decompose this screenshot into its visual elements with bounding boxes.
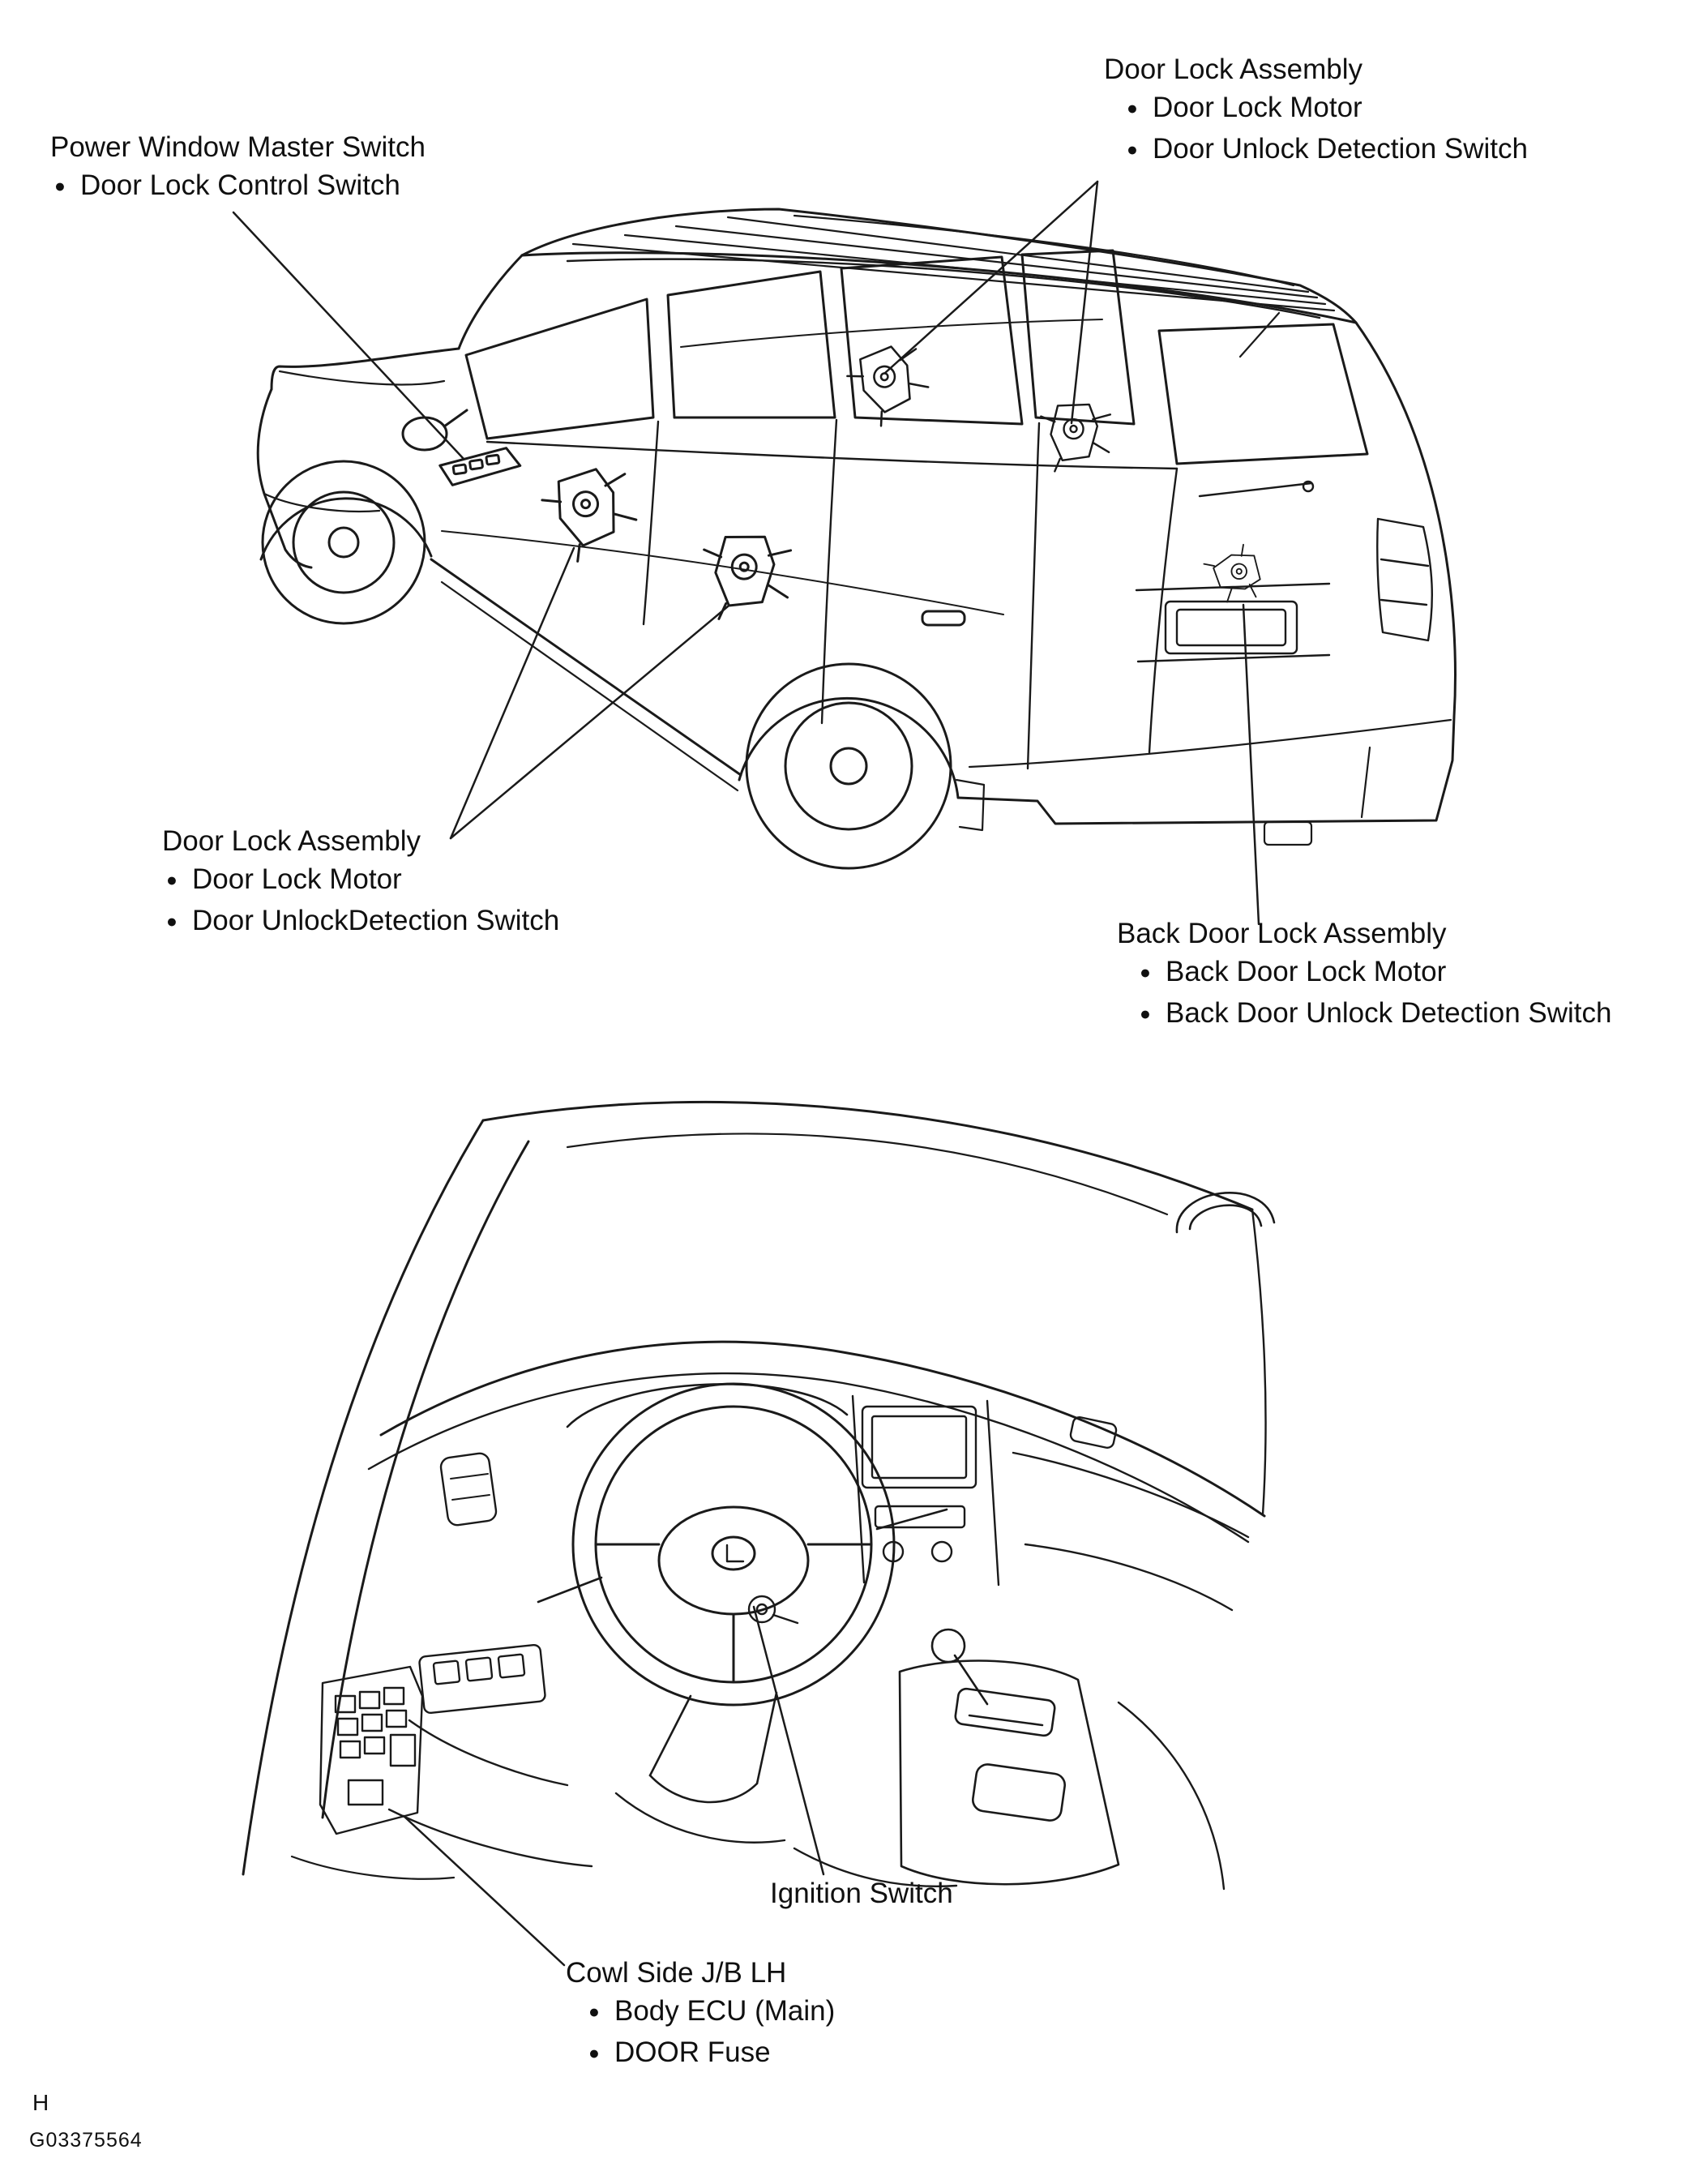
side-mirror: [403, 410, 467, 450]
callout-item-text: Back Door Unlock Detection Switch: [1166, 997, 1612, 1029]
power-window-master-switch-glyph: [438, 447, 521, 486]
bullet-icon: ●: [588, 2001, 600, 2022]
leader-door-lock-top-2: [1072, 182, 1097, 423]
dash-top-edge: [381, 1342, 1264, 1516]
fender-crease: [280, 371, 444, 384]
steering-column: [650, 1693, 776, 1802]
callout-back-door-lock-assembly: [1117, 914, 1612, 1035]
cowl-side-jb-glyph: [320, 1667, 422, 1834]
callout-item: [1117, 994, 1612, 1035]
roof-rail-far: [794, 216, 1294, 285]
leader-ignition-switch: [754, 1607, 823, 1874]
mud-flap: [956, 780, 984, 830]
taillight: [1377, 519, 1432, 640]
callout-item-text: Door Unlock Detection Switch: [1153, 133, 1528, 165]
callout-title: Power Window Master Switch: [50, 131, 426, 163]
door-handle: [922, 611, 965, 625]
steering-wheel: [573, 1384, 894, 1705]
bullet-icon: ●: [54, 175, 66, 196]
bullet-icon: ●: [1127, 97, 1138, 118]
rear-antenna: [1240, 313, 1279, 357]
leader-cowl-side-jb: [404, 1816, 564, 1965]
rear-door-lock-glyph: [695, 529, 795, 627]
callout-item: [162, 860, 559, 901]
callout-item: [1104, 88, 1528, 130]
callout-title: Ignition Switch: [770, 1878, 953, 1909]
passenger-dash-lines: [1013, 1453, 1248, 1889]
rear-hatch-glass: [1159, 324, 1367, 464]
cluster-hood: [567, 1384, 847, 1427]
shift-knob: [932, 1629, 965, 1662]
turn-signal-stalk: [538, 1578, 601, 1602]
center-stack: [853, 1396, 999, 1585]
rear-wheel: [746, 664, 951, 868]
left-vent: [439, 1452, 497, 1527]
callout-cowl-side-jb: [566, 1954, 835, 2075]
front-door-window: [466, 299, 653, 439]
far-beltline-through-glass: [681, 319, 1102, 347]
callout-title: Cowl Side J/B LH: [566, 1957, 787, 1989]
quarter-window-1: [841, 257, 1022, 424]
callout-item: [566, 2033, 835, 2075]
emblem-letter: [727, 1545, 743, 1561]
callout-item-text: Door Lock Motor: [192, 863, 402, 895]
callout-title: Door Lock Assembly: [1104, 54, 1363, 85]
leader-power-window-switch: [233, 212, 464, 459]
kick-panel-line: [292, 1856, 454, 1879]
belt-line: [487, 442, 1177, 469]
callout-item-text: DOOR Fuse: [614, 2036, 771, 2068]
d-pillar-edge: [1356, 323, 1455, 717]
callout-item: [1117, 953, 1612, 994]
callout-item-text: Door UnlockDetection Switch: [192, 905, 560, 936]
front-end-outline: [258, 389, 311, 567]
bullet-icon: ●: [1127, 139, 1138, 160]
page-marker: H: [32, 2090, 49, 2115]
callout-item-text: Back Door Lock Motor: [1166, 956, 1447, 987]
wiper-stalk: [877, 1510, 947, 1529]
callout-item: [50, 166, 426, 208]
callout-item: [162, 901, 559, 943]
leader-door-lock-side-1: [451, 548, 574, 838]
callout-title: Door Lock Assembly: [162, 825, 421, 857]
center-console: [900, 1629, 1119, 1884]
a-pillar: [459, 255, 522, 349]
callout-item-text: Door Lock Motor: [1153, 92, 1362, 123]
a-pillar-inner: [323, 1141, 528, 1818]
rear-wiper: [1200, 482, 1313, 496]
rocker-panel: [431, 559, 741, 775]
driver-lower-dash: [389, 1644, 956, 1886]
a-pillar-outer: [243, 1120, 483, 1874]
callout-ignition-switch: [770, 1874, 953, 1912]
callout-door-lock-assembly-top: [1104, 50, 1528, 171]
rear-door-window: [668, 272, 835, 418]
callout-title: Back Door Lock Assembly: [1117, 918, 1447, 949]
figure-code: G03375564: [29, 2129, 143, 2152]
bullet-icon: ●: [588, 2042, 600, 2063]
callout-item: [566, 1992, 835, 2033]
steering-emblem: [712, 1537, 755, 1569]
headliner-edge: [483, 1102, 1252, 1210]
callout-door-lock-assembly-side: [162, 822, 559, 943]
exterior-suv-figure: [258, 209, 1455, 868]
callout-item-text: Door Lock Control Switch: [80, 169, 400, 201]
running-board-line: [442, 582, 738, 790]
left-vent-slats: [451, 1474, 490, 1500]
license-plate-recess: [1136, 584, 1329, 662]
callout-item-text: Body ECU (Main): [614, 1995, 836, 2027]
front-door-lock-glyph: [538, 464, 641, 565]
dash-front-edge: [369, 1373, 1248, 1542]
rear-lower-body: [958, 717, 1454, 824]
bullet-icon: ●: [166, 869, 178, 890]
rear-bumper-details: [969, 720, 1451, 845]
interior-dash-figure: [243, 1102, 1274, 1889]
bullet-icon: ●: [1140, 961, 1151, 983]
headliner-inner-line: [567, 1133, 1167, 1214]
windshield-right-edge: [1252, 1210, 1266, 1514]
leader-door-lock-side-2: [451, 606, 728, 838]
front-wheel: [263, 461, 425, 623]
back-door-lock-glyph: [1202, 543, 1262, 604]
bullet-icon: ●: [1140, 1003, 1151, 1024]
callout-power-window-master-switch: [50, 128, 426, 208]
bullet-icon: ●: [166, 910, 178, 931]
shift-lever: [955, 1655, 987, 1704]
callout-item: [1104, 130, 1528, 171]
